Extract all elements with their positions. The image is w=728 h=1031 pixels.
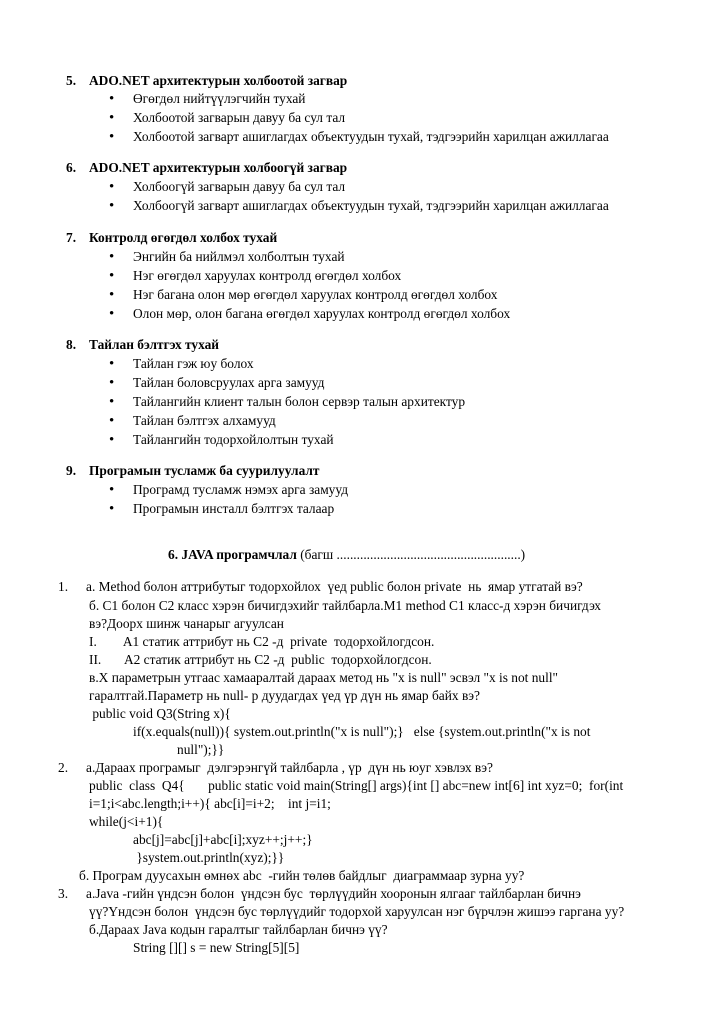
bullet-icon: • [109, 198, 115, 214]
bullet-icon: • [109, 306, 115, 322]
code-line: while(j<i+1){ [89, 814, 164, 829]
java-heading [168, 547, 525, 563]
section-title: ADO.NET архитектурын холбоотой загвар [89, 73, 348, 88]
section-number: 8. [66, 337, 77, 352]
question-line: гаралтгай.Параметр нь null- р дуудагдах үед үр дүн нь ямар байх вэ? [89, 688, 480, 703]
list-item: Холбоогүй загварын давуу ба сул тал [133, 179, 346, 194]
section-title: Тайлан бэлтгэх тухай [89, 337, 220, 352]
bullet-icon: • [109, 482, 115, 498]
question-line: б. Програм дуусахын өмнөх abc -гийн төлөв байдлыг диаграммаар зурна уу? [79, 868, 525, 883]
question-line: I. A1 статик аттрибут нь C2 -д private тодорхойлогдсон. [89, 634, 435, 649]
bullet-icon: • [109, 413, 115, 429]
section-title: Контролд өгөгдөл холбох тухай [89, 230, 278, 245]
bullet-icon: • [109, 91, 115, 107]
question-line: вэ?Доорх шинж чанарыг агуулсан [89, 616, 284, 631]
bullet-icon: • [109, 110, 115, 126]
question-line: a.Java -гийн үндсэн болон үндсэн бус төрлүүдийн хооронын ялгааг тайлбарлан бичнэ [86, 886, 581, 901]
list-item: Нэг өгөгдөл харуулах контролд өгөгдөл холбох [133, 268, 402, 283]
code-line: public void Q3(String x){ [89, 706, 231, 721]
list-item: Програмд тусламж нэмэх арга замууд [133, 482, 349, 497]
list-item: Нэг багана олон мөр өгөгдөл харуулах контролд өгөгдөл холбох [133, 287, 498, 302]
question-number: 3. [58, 886, 69, 901]
list-item: Тайлангийн тодорхойлолтын тухай [133, 432, 334, 447]
list-item: Програмын инсталл бэлтгэх талаар [133, 501, 335, 516]
bullet-icon: • [109, 356, 115, 372]
question-line: үү?Үндсэн болон үндсэн бус төрлүүдийг тодорхой харуулсан нэг бүрчлэн жишээ гаргана уу? [89, 904, 625, 919]
list-item: Өгөгдөл нийтүүлэгчийн тухай [133, 91, 306, 106]
bullet-icon: • [109, 501, 115, 517]
section-title: ADO.NET архитектурын холбоогүй загвар [89, 160, 348, 175]
bullet-icon: • [109, 432, 115, 448]
bullet-icon: • [109, 249, 115, 265]
code-line: public class Q4{ public static void main(String[] args){int [] abc=new int[6] int xyz=0; for(int [89, 778, 624, 793]
bullet-icon: • [109, 287, 115, 303]
question-number: 1. [58, 579, 69, 594]
list-item: Холбоогүй загварт ашиглагдах объектуудын тухай, тэдгээрийн харилцан ажиллагаа [133, 198, 609, 213]
bullet-icon: • [109, 129, 115, 145]
bullet-icon: • [109, 179, 115, 195]
bullet-icon: • [109, 268, 115, 284]
code-line: i=1;i<abc.length;i++){ abc[i]=i+2; int j=i1; [89, 796, 331, 811]
code-line: if(x.equals(null)){ system.out.println("x is null");} else {system.out.println("x is not [133, 724, 591, 739]
section-number: 9. [66, 463, 77, 478]
question-line: б.Дараах Java кодын гаралтыг тайлбарлан бичнэ үү? [89, 922, 388, 937]
section-number: 5. [66, 73, 77, 88]
section-title: Програмын тусламж ба суурилуулалт [89, 463, 320, 478]
list-item: Тайлан гэж юу болох [133, 356, 254, 371]
code-line: }system.out.println(xyz);}} [133, 850, 285, 865]
question-number: 2. [58, 760, 69, 775]
question-line: б. C1 болон C2 класс хэрэн бичигдэхийг тайлбарла.M1 method C1 класс-д хэрэн бичигдэх [89, 598, 602, 613]
list-item: Холбоотой загварт ашиглагдах объектуудын тухай, тэдгээрийн харилцан ажиллагаа [133, 129, 609, 144]
list-item: Тайлангийн клиент талын болон сервэр талын архитектур [133, 394, 466, 409]
list-item: Тайлан боловсруулах арга замууд [133, 375, 325, 390]
bullet-icon: • [109, 394, 115, 410]
list-item: Тайлан бэлтгэх алхамууд [133, 413, 276, 428]
question-line: а.Дараах програмыг дэлгэрэнгүй тайлбарла , үр дүн нь юуг хэвлэх вэ? [86, 760, 493, 775]
java-heading-title: 6. JAVA програмчлал [168, 547, 297, 562]
bullet-icon: • [109, 375, 115, 391]
section-number: 7. [66, 230, 77, 245]
question-line: в.X параметрын утгаас хамааралтай дараах метод нь "x is null" эсвэл "x is not null" [89, 670, 559, 685]
question-line: II. A2 статик аттрибут нь C2 -д public тодорхойлогдсон. [89, 652, 432, 667]
code-line: abc[j]=abc[j]+abc[i];xyz++;j++;} [133, 832, 313, 847]
code-line: null");}} [177, 742, 225, 757]
section-number: 6. [66, 160, 77, 175]
list-item: Олон мөр, олон багана өгөгдөл харуулах контролд өгөгдөл холбох [133, 306, 511, 321]
question-line: a. Method болон аттрибутыг тодорхойлох үед public болон private нь ямар утгатай вэ? [86, 579, 583, 594]
java-heading-teacher: (багш .......................................................) [296, 547, 526, 562]
code-line: String [][] s = new String[5][5] [133, 940, 300, 955]
list-item: Энгийн ба нийлмэл холболтын тухай [133, 249, 345, 264]
list-item: Холбоотой загварын давуу ба сул тал [133, 110, 346, 125]
